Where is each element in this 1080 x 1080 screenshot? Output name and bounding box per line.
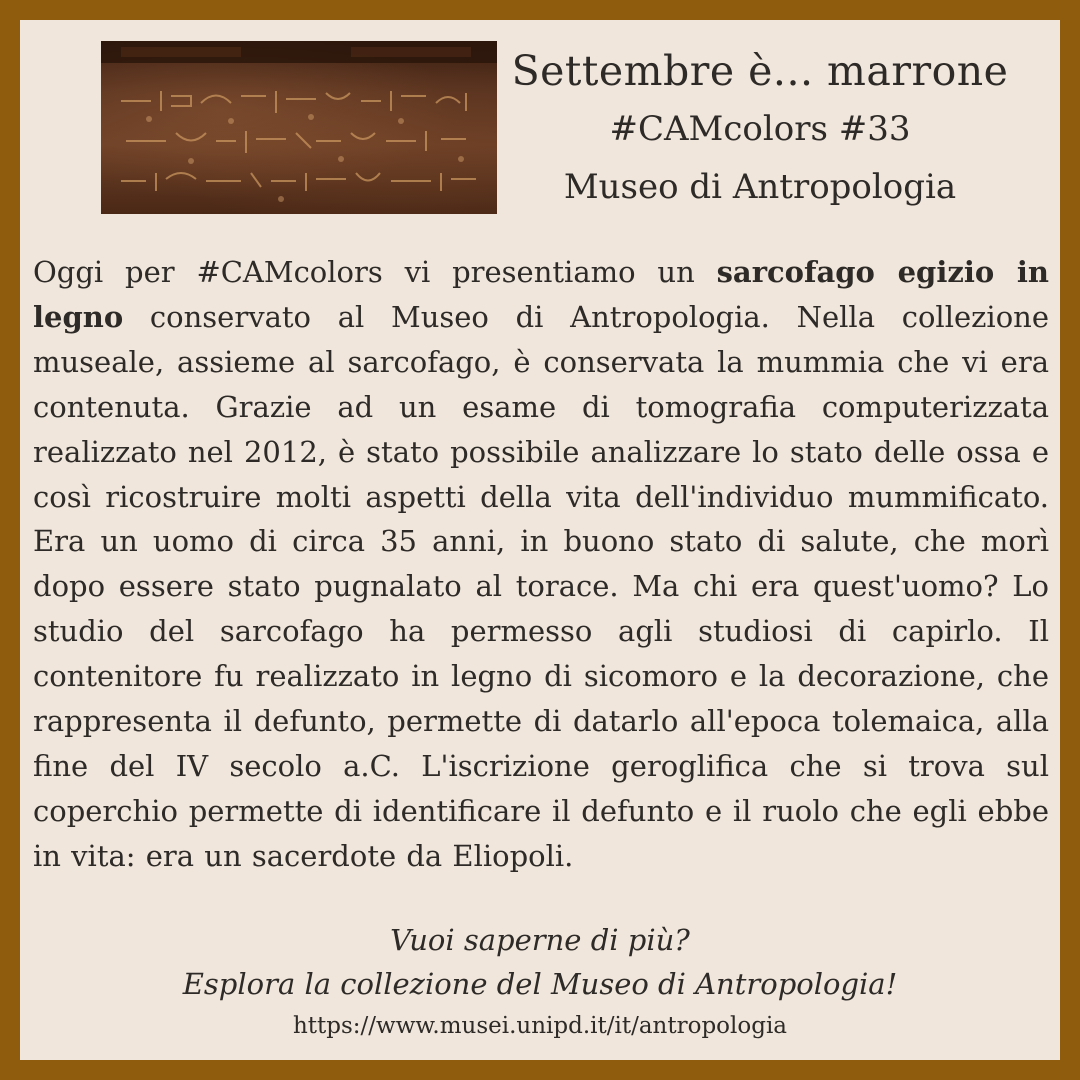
sarcophagus-photo <box>101 41 497 214</box>
museum-link[interactable]: https://www.musei.unipd.it/it/antropologia <box>292 1013 788 1039</box>
header <box>510 42 1010 216</box>
cta-invite: Esplora la collezione del Museo di Antropologia! <box>182 967 898 1001</box>
body-intro: Oggi per #CAMcolors vi presentiamo un <box>33 255 717 289</box>
hashtag-line: #CAMcolors #33 <box>609 109 911 149</box>
post-card <box>20 20 1060 1060</box>
page-title: Settembre è... marrone <box>511 47 1009 95</box>
hieroglyph-pattern <box>101 41 497 214</box>
cta-question: Vuoi saperne di più? <box>390 923 690 957</box>
call-to-action <box>20 918 1060 1046</box>
body-highlight: sarcofago egizio in legno <box>33 255 1049 334</box>
museum-name: Museo di Antropologia <box>563 167 957 207</box>
body-paragraph <box>33 250 1049 879</box>
body-rest: conservato al Museo di Antropologia. Nella collezione museale, assieme al sarcofago, è conservata la mummia che vi era contenuta. Grazie ad un esame di tomografia computerizzata realizzato nel 2012, è stato possibile analizzare lo stato delle ossa e così ricostruire molti aspetti della vita dell'individuo mummificato. Era un uomo di circa 35 anni, in buono stato di salute, che morì dopo essere stato pugnalato al torace. Ma chi era quest'uomo? Lo studio del sarcofago ha permesso agli studiosi di capirlo. Il contenitore fu realizzato in legno di sicomoro e la decorazione, che rappresenta il defunto, permette di datarlo all'epoca tolemaica, alla fine del IV secolo a.C. L'iscrizione geroglifica che si trova sul coperchio permette di identificare il defunto e il ruolo che egli ebbe in vita: era un sacerdote da Eliopoli. <box>33 299 1049 873</box>
